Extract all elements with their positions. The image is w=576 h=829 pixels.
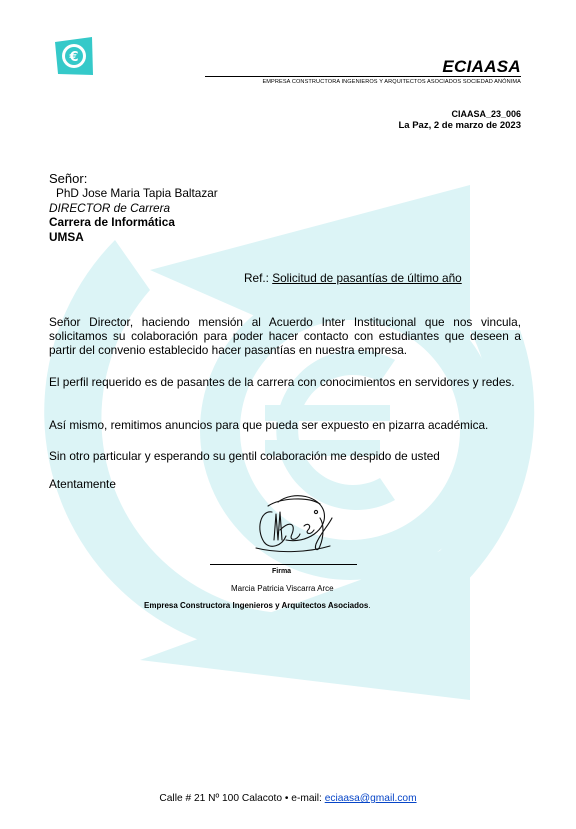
reference-subject: Solicitud de pasantías de último año <box>272 271 462 285</box>
closing: Atentamente <box>49 477 116 491</box>
signatory-company <box>144 601 371 610</box>
salutation: Señor: <box>49 171 88 186</box>
euro-logo-icon <box>52 34 96 78</box>
recipient-institution: UMSA <box>49 230 84 244</box>
signature-label: Firma <box>272 568 292 575</box>
place-date: La Paz, 2 de marzo de 2023 <box>398 120 521 131</box>
body-paragraph-1: Señor Director, haciendo mensión al Acuerdo Inter Institucional que nos vincula, solicitamos su colaboración para poder hacer contacto con estudiantes que deseen a partir del convenio establecido hacer pasantías en nuestra empresa. <box>49 315 521 357</box>
header-divider <box>205 76 521 77</box>
signatory-name: Marcia Patricia Viscarra Arce <box>231 584 334 593</box>
footer-address: Calle # 21 Nº 100 Calacoto • e-mail: <box>159 793 325 804</box>
reference-label: Ref.: <box>244 271 269 285</box>
svg-text:€: € <box>69 50 79 65</box>
reference-code: CIAASA_23_006 <box>451 109 521 119</box>
body-paragraph-3: Así mismo, remitimos anuncios para que pueda ser expuesto en pizarra académica. <box>49 418 489 432</box>
signature-line <box>210 564 357 565</box>
signatory-company-name: Empresa Constructora Ingenieros y Arquitectos Asociados <box>144 601 369 610</box>
body-paragraph-4: Sin otro particular y esperando su gentil colaboración me despido de usted <box>49 449 440 463</box>
signatory-company-suffix: . <box>368 601 371 610</box>
footer-contact <box>0 793 576 804</box>
footer-email-link[interactable]: eciaasa@gmail.com <box>324 793 417 804</box>
reference-line <box>244 271 462 285</box>
handwritten-signature <box>250 490 340 560</box>
recipient-title: DIRECTOR de Carrera <box>49 201 171 215</box>
company-name: ECIAASA <box>442 57 521 76</box>
recipient-name: PhD Jose Maria Tapia Baltazar <box>56 186 218 200</box>
body-paragraph-2: El perfil requerido es de pasantes de la carrera con conocimientos en servidores y redes. <box>49 375 515 389</box>
company-full-name: EMPRESA CONSTRUCTORA INGENIEROS Y ARQUITECTOS ASOCIADOS SOCIEDAD ANÓNIMA <box>262 79 521 85</box>
recipient-department: Carrera de Informática <box>49 215 175 229</box>
